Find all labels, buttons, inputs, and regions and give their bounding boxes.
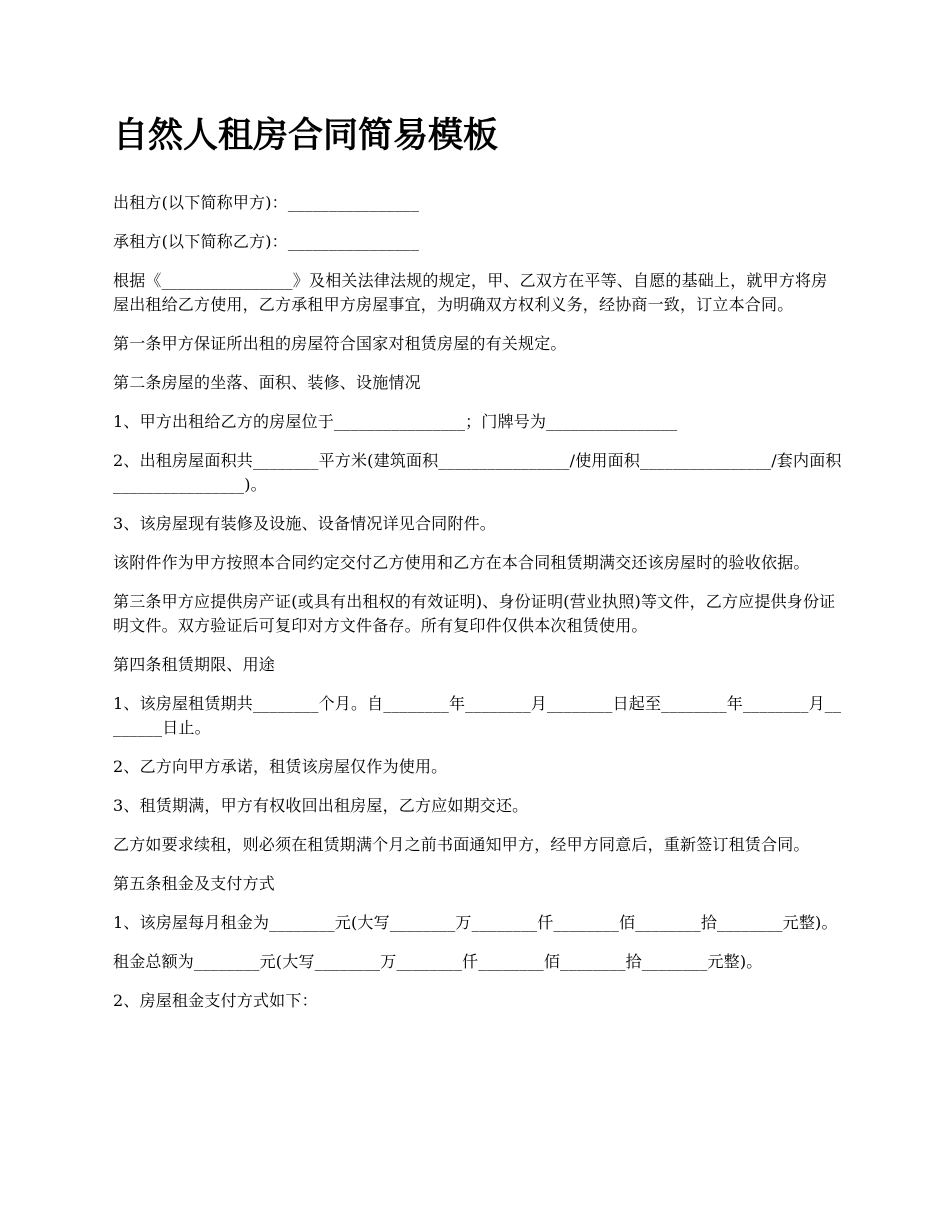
- article-2-item-3: 3、该房屋现有装修及设施、设备情况详见合同附件。: [113, 514, 496, 533]
- article-5-item-1: 1、该房屋每月租金为________元(大写________万________仟________佰________拾________元整)。: [113, 913, 838, 932]
- clause-preamble: 根据《________________》及相关法律法规的规定，甲、乙双方在平等、自愿的基础上，就甲方将房屋出租给乙方使用，乙方承租甲方房屋事宜，为明确双方权利义务，经协商一致，订立本合同。: [113, 271, 828, 314]
- clause-lessor: 出租方(以下简称甲方)：________________: [113, 193, 420, 212]
- document-body: [113, 108, 843, 1028]
- article-5-item-2: 2、房屋租金支付方式如下：: [113, 991, 318, 1010]
- article-2-item-2: 2、出租房屋面积共________平方米(建筑面积________________/使用面积________________/套内面积________________)。: [113, 451, 842, 494]
- article-4-item-2: 2、乙方向甲方承诺，租赁该房屋仅作为使用。: [113, 757, 448, 776]
- article-3: 第三条甲方应提供房产证(或具有出租权的有效证明)、身份证明(营业执照)等文件，乙方应提供身份证明文件。双方验证后可复印对方文件备存。所有复印件仅供本次租赁使用。: [113, 592, 836, 635]
- article-4-heading: 第四条租赁期限、用途: [113, 655, 276, 674]
- article-2-annex-note: 该附件作为甲方按照本合同约定交付乙方使用和乙方在本合同租赁期满交还该房屋时的验收依据。: [113, 553, 810, 572]
- article-5-heading: 第五条租金及支付方式: [113, 874, 276, 893]
- article-2-heading: 第二条房屋的坐落、面积、装修、设施情况: [113, 373, 421, 392]
- clause-lessee: 承租方(以下简称乙方)：________________: [113, 232, 420, 251]
- document-title: 自然人租房合同简易模板: [113, 115, 499, 156]
- article-2-item-1: 1、甲方出租给乙方的房屋位于________________；门牌号为________________: [113, 412, 678, 431]
- article-4-item-3: 3、租赁期满，甲方有权收回出租房屋，乙方应如期交还。: [113, 796, 529, 815]
- article-5-total-rent: 租金总额为________元(大写________万________仟________佰________拾________元整)。: [113, 952, 763, 971]
- article-4-item-1: 1、该房屋租赁期共________个月。自________年________月________日起至________年________月________日止。: [113, 694, 842, 737]
- article-1: 第一条甲方保证所出租的房屋符合国家对租赁房屋的有关规定。: [113, 334, 567, 353]
- article-4-renewal: 乙方如要求续租，则必须在租赁期满个月之前书面通知甲方，经甲方同意后，重新签订租赁合同。: [113, 835, 810, 854]
